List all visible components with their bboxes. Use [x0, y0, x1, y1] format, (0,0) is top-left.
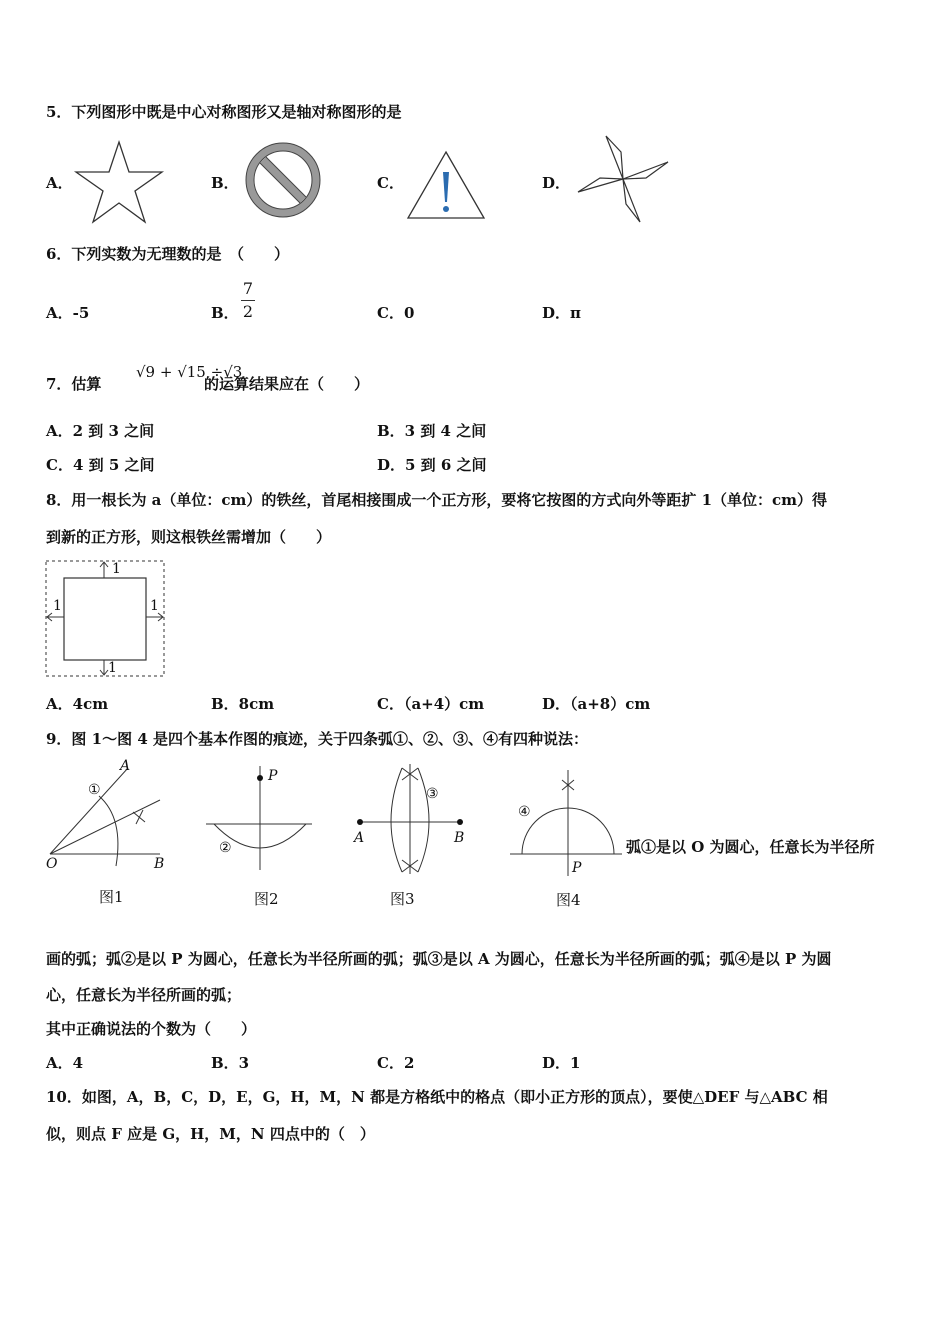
- q9-figure-2: [204, 760, 316, 874]
- q10-stem-line2: 似，则点 F 应是 G，H，M，N 四点中的（ ）: [46, 1125, 375, 1143]
- q9-figure-1-caption: 图1: [99, 888, 124, 906]
- q8-square-expansion-figure: [44, 558, 168, 680]
- q8-option-d[interactable]: D．（a+8）cm: [542, 695, 651, 713]
- fig3-arc-label: ③: [426, 786, 439, 802]
- q9-option-d[interactable]: D．1: [542, 1054, 581, 1072]
- q9-option-b[interactable]: B．3: [211, 1054, 250, 1072]
- q7-option-b[interactable]: B．3 到 4 之间: [377, 422, 487, 440]
- fig-label-right: 1: [150, 598, 159, 614]
- fig2-point-p: P: [268, 768, 278, 784]
- star-icon: [74, 140, 164, 224]
- fig-label-left: 1: [53, 598, 62, 614]
- fig-label-bottom: 1: [108, 660, 117, 676]
- q5-option-b-label[interactable]: B．: [211, 174, 239, 192]
- fraction-numerator: 7: [242, 279, 254, 298]
- q8-option-b[interactable]: B．8cm: [211, 695, 275, 713]
- warning-triangle-icon: [406, 150, 486, 220]
- q6-option-c[interactable]: C．0: [377, 304, 415, 322]
- q5-option-d-label[interactable]: D．: [542, 174, 571, 192]
- q8-stem-line1: 8．用一根长为 a（单位：cm）的铁丝，首尾相接围成一个正方形，要将它按图的方式向外等距扩 1（单位：cm）得: [46, 491, 828, 509]
- q9-text-line4: 其中正确说法的个数为（ ）: [46, 1020, 257, 1038]
- fig1-arc-label: ①: [88, 782, 101, 798]
- q8-option-a[interactable]: A．4cm: [46, 695, 109, 713]
- q5-option-a-label[interactable]: A．: [46, 174, 73, 192]
- fig1-point-a: A: [120, 758, 131, 774]
- q9-stem: 9．图 1～图 4 是四个基本作图的痕迹，关于四条弧①、②、③、④有四种说法：: [46, 730, 588, 748]
- q7-option-d[interactable]: D．5 到 6 之间: [377, 456, 487, 474]
- q9-figure-2-caption: 图2: [254, 890, 279, 908]
- q5-stem: 5．下列图形中既是中心对称图形又是轴对称图形的是: [46, 103, 402, 121]
- fig3-point-a: A: [354, 830, 365, 846]
- q8-stem-line2: 到新的正方形，则这根铁丝需增加（ ）: [46, 528, 332, 546]
- q7-stem-prefix: 7．估算: [46, 375, 102, 393]
- q9-text-line2: 画的弧；弧②是以 P 为圆心，任意长为半径所画的弧；弧③是以 A 为圆心，任意长为半径所画的弧；弧④是以 P 为圆: [46, 950, 832, 968]
- q6-option-d[interactable]: D．π: [542, 304, 581, 322]
- q9-figure-3-caption: 图3: [390, 890, 415, 908]
- q9-figure-1: [44, 758, 170, 870]
- q9-figure-4: [508, 766, 624, 878]
- q9-option-c[interactable]: C．2: [377, 1054, 415, 1072]
- fig4-point-p: P: [572, 860, 582, 876]
- q7-stem-suffix: 的运算结果应在（ ）: [204, 375, 370, 393]
- fig4-arc-label: ④: [518, 804, 531, 820]
- q7-option-c[interactable]: C．4 到 5 之间: [46, 456, 155, 474]
- q9-figure-3: [352, 760, 470, 878]
- fraction-denominator: 2: [242, 302, 254, 321]
- fig-label-top: 1: [112, 561, 121, 577]
- q5-option-c-label[interactable]: C．: [377, 174, 404, 192]
- fig1-point-b: B: [154, 856, 165, 872]
- pinwheel-icon: [576, 134, 670, 224]
- fig1-point-o: O: [46, 856, 58, 872]
- q9-text-line3: 心，任意长为半径所画的弧；: [46, 986, 242, 1004]
- q8-option-c[interactable]: C．（a+4）cm: [377, 695, 485, 713]
- q9-figure-4-caption: 图4: [556, 891, 581, 909]
- q10-stem-line1: 10．如图，A，B，C，D，E，G，H，M，N 都是方格纸中的格点（即小正方形的顶点），要使△DEF 与△ABC 相: [46, 1088, 828, 1106]
- q6-option-b-fraction: [241, 280, 255, 321]
- q7-expression: √9 + √15 ÷√3: [136, 363, 243, 381]
- q6-option-b-label[interactable]: B．: [211, 304, 239, 322]
- fig3-point-b: B: [454, 830, 465, 846]
- q7-option-a[interactable]: A．2 到 3 之间: [46, 422, 155, 440]
- q9-option-a[interactable]: A．4: [46, 1054, 84, 1072]
- q6-option-a[interactable]: A．-5: [46, 304, 90, 322]
- no-entry-sign-icon: [244, 141, 322, 219]
- fig2-arc-label: ②: [219, 840, 232, 856]
- q6-stem: 6．下列实数为无理数的是 （ ）: [46, 245, 289, 263]
- q9-side-text: 弧①是以 O 为圆心，任意长为半径所: [626, 838, 875, 856]
